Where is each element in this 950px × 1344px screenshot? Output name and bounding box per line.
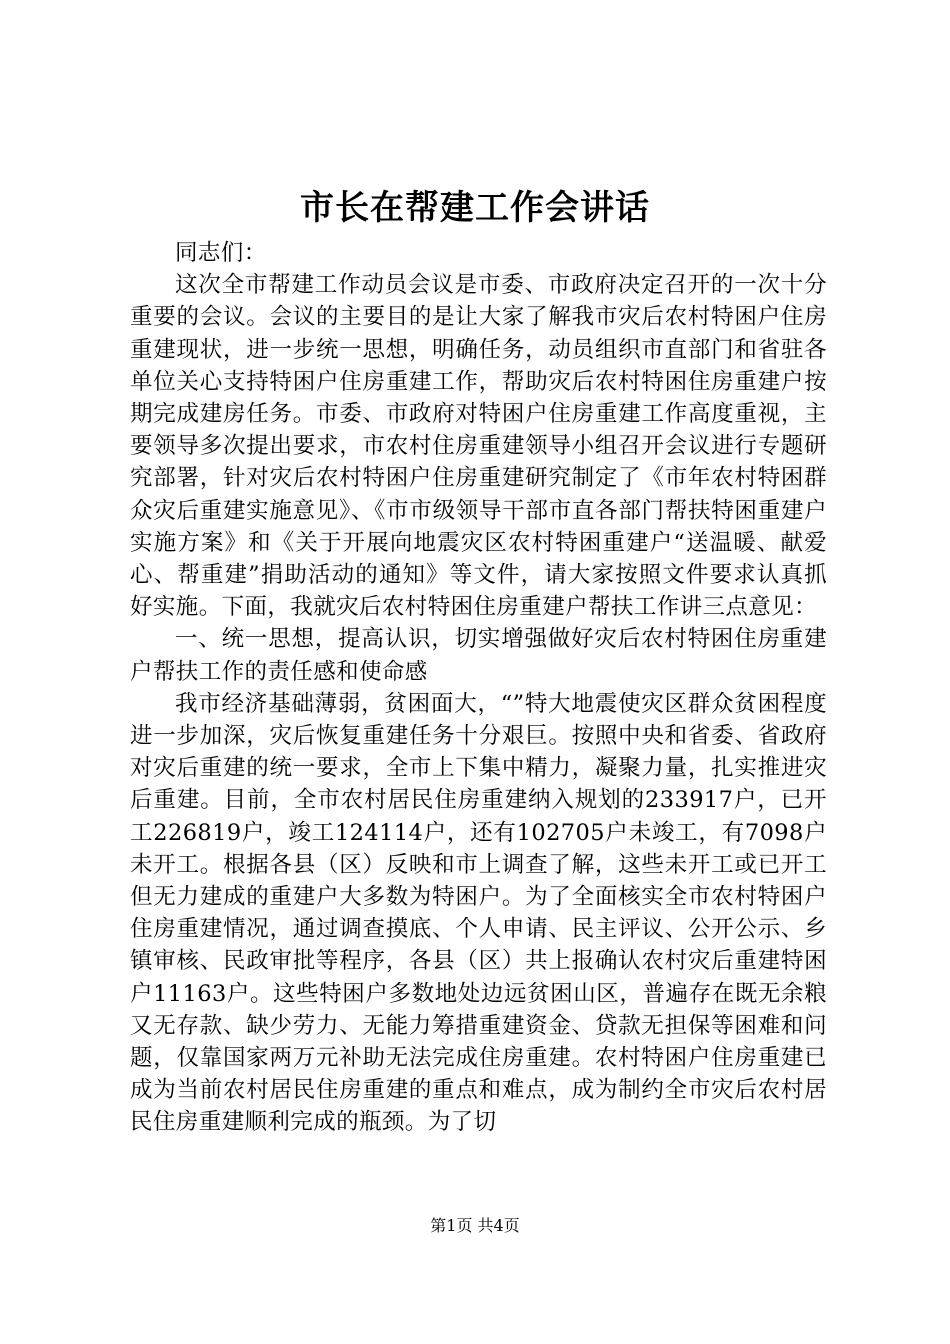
document-body (130, 237, 827, 1139)
section-heading-1: 一、统一思想，提高认识，切实增强做好灾后农村特困住房重建户帮扶工作的责任感和使命感 (130, 626, 827, 685)
page-footer: 第1页 共4页 (430, 1216, 520, 1235)
salutation-paragraph: 同志们： (175, 240, 267, 266)
intro-paragraph: 这次全市帮建工作动员会议是市委、市政府决定召开的一次十分重要的会议。会议的主要目的是让大家了解我市灾后农村特困户住房重建现状，进一步统一思想，明确任务，动员组织市直部门和省驻各单位关心支持特困户住房重建工作，帮助灾后农村特困住房重建户按期完成建房任务。市委、市政府对特困户住房重建工作高度重视，主要领导多次提出要求，市农村住房重建领导小组召开会议进行专题研究部署，针对灾后农村特困户住房重建研究制定了《市年农村特困群众灾后重建实施意见》、《市市级领导干部市直各部门帮扶特困重建户实施方案》和《关于开展向地震灾区农村特困重建户“送温暖、献爱心、帮重建”捐助活动的通知》等文件，请大家按照文件要求认真抓好实施。下面，我就灾后农村特困住房重建户帮扶工作讲三点意见： (130, 272, 827, 621)
body-paragraph: 我市经济基础薄弱，贫困面大，“”特大地震使灾区群众贫困程度进一步加深，灾后恢复重建任务十分艰巨。按照中央和省委、省政府对灾后重建的统一要求，全市上下集中精力，凝聚力量，扎实推进灾后重建。目前，全市农村居民住房重建纳入规划的233917户，已开工226819户，竣工124114户，还有102705户未竣工，有7098户未开工。根据各县（区）反映和市上调查了解，这些未开工或已开工但无力建成的重建户大多数为特困户。为了全面核实全市农村特困户住房重建情况，通过调查摸底、个人申请、民主评议、公开公示、乡镇审核、民政审批等程序，各县（区）共上报确认农村灾后重建特困户11163户。这些特困户多数地处边远贫困山区，普遍存在既无余粮又无存款、缺少劳力、无能力筹措重建资金、贷款无担保等困难和问题，仅靠国家两万元补助无法完成住房重建。农村特困户住房重建已成为当前农村居民住房重建的重点和难点，成为制约全市灾后农村居民住房重建顺利完成的瓶颈。为了切 (130, 690, 827, 1136)
document-title: 市长在帮建工作会讲话 (300, 188, 650, 228)
